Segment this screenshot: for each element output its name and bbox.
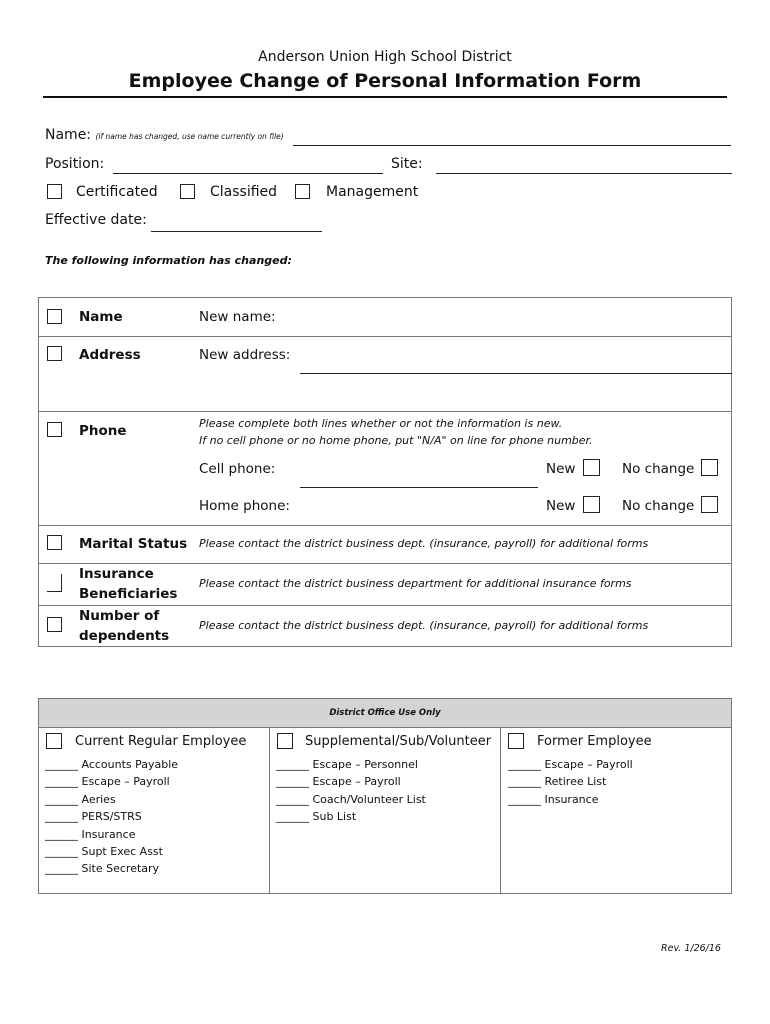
- list-item: ______ Sub List: [276, 810, 357, 824]
- list-item: ______ Escape – Payroll: [45, 775, 170, 789]
- insurance-label-line2: Beneficiaries: [79, 586, 178, 602]
- site-input[interactable]: [436, 173, 732, 174]
- new-address-input[interactable]: [300, 373, 732, 374]
- current-employee-heading: Current Regular Employee: [75, 734, 247, 749]
- insurance-checkbox[interactable]: [47, 574, 62, 592]
- list-item: ______ Supt Exec Asst: [45, 845, 163, 859]
- current-employee-checkbox[interactable]: [46, 733, 62, 749]
- certificated-label: Certificated: [76, 184, 158, 200]
- address-change-label: Address: [79, 347, 141, 363]
- marital-status-label: Marital Status: [79, 536, 188, 552]
- home-no-change-checkbox[interactable]: [701, 496, 718, 513]
- name-label: Name:: [45, 127, 92, 143]
- effective-date-label: Effective date:: [45, 212, 147, 228]
- home-phone-label: Home phone:: [199, 498, 290, 514]
- supplemental-list: [276, 756, 426, 826]
- home-new-label: New: [546, 498, 576, 514]
- home-phone-input[interactable]: [300, 496, 538, 516]
- supplemental-checkbox[interactable]: [277, 733, 293, 749]
- row-divider: [38, 411, 732, 412]
- home-no-change-label: No change: [622, 498, 695, 514]
- position-input[interactable]: [113, 173, 383, 174]
- title-divider: [43, 96, 727, 98]
- certificated-checkbox[interactable]: [47, 184, 62, 199]
- former-employee-checkbox[interactable]: [508, 733, 524, 749]
- former-employee-heading: Former Employee: [537, 734, 652, 749]
- name-row: [45, 127, 284, 143]
- list-item: ______ Accounts Payable: [45, 758, 179, 771]
- list-item: ______ Escape – Payroll: [508, 758, 633, 771]
- form-title: Employee Change of Personal Information Form: [128, 70, 642, 92]
- changes-heading: The following information has changed:: [45, 254, 292, 267]
- list-item: ______ Escape – Personnel: [276, 758, 418, 771]
- new-name-input[interactable]: [290, 310, 720, 328]
- name-note: (if name has changed, use name currently on file): [95, 132, 284, 141]
- dependents-checkbox[interactable]: [47, 617, 62, 632]
- list-item: ______ Site Secretary: [45, 862, 160, 876]
- revision-date: Rev. 1/26/16: [661, 943, 721, 954]
- dependents-label-line1: Number of: [79, 608, 160, 624]
- cell-phone-input[interactable]: [300, 487, 538, 488]
- name-change-checkbox[interactable]: [47, 309, 62, 324]
- phone-change-label: Phone: [79, 423, 127, 439]
- home-new-checkbox[interactable]: [583, 496, 600, 513]
- list-item: ______ PERS/STRS: [45, 810, 142, 824]
- list-item: ______ Coach/Volunteer List: [276, 792, 426, 806]
- name-input[interactable]: [293, 145, 731, 146]
- name-change-label: Name: [79, 309, 123, 325]
- row-divider: [38, 525, 732, 526]
- new-name-label: New name:: [199, 309, 276, 325]
- district-office-title: District Office Use Only: [329, 708, 441, 718]
- marital-status-checkbox[interactable]: [47, 535, 62, 550]
- current-employee-list: [45, 756, 178, 878]
- address-change-checkbox[interactable]: [47, 346, 62, 361]
- marital-status-note: Please contact the district business dept. (insurance, payroll) for additional forms: [199, 537, 649, 550]
- dependents-label-line2: dependents: [79, 628, 170, 644]
- list-item: ______ Insurance: [508, 792, 599, 806]
- insurance-note: Please contact the district business department for additional insurance forms: [199, 577, 632, 590]
- column-divider: [500, 727, 501, 894]
- cell-new-label: New: [546, 461, 576, 477]
- dependents-note: Please contact the district business dept. (insurance, payroll) for additional forms: [199, 619, 649, 632]
- phone-note-line2: If no cell phone or no home phone, put "N/A" on line for phone number.: [199, 434, 593, 447]
- site-label: Site:: [391, 156, 423, 172]
- column-divider: [269, 727, 270, 894]
- cell-no-change-label: No change: [622, 461, 695, 477]
- list-item: ______ Escape – Payroll: [276, 775, 401, 789]
- list-item: ______ Aeries: [45, 792, 116, 806]
- district-name: Anderson Union High School District: [258, 49, 512, 65]
- insurance-label-line1: Insurance: [79, 566, 154, 582]
- management-label: Management: [326, 184, 419, 200]
- former-employee-list: [508, 756, 633, 808]
- phone-change-checkbox[interactable]: [47, 422, 62, 437]
- phone-note-line1: Please complete both lines whether or not the information is new.: [199, 417, 563, 430]
- supplemental-heading: Supplemental/Sub/Volunteer: [305, 734, 492, 749]
- row-divider: [38, 336, 732, 337]
- effective-date-input[interactable]: [151, 231, 322, 232]
- classified-label: Classified: [210, 184, 278, 200]
- management-checkbox[interactable]: [295, 184, 310, 199]
- list-item: ______ Retiree List: [508, 775, 607, 789]
- position-label: Position:: [45, 156, 105, 172]
- new-address-label: New address:: [199, 347, 291, 363]
- list-item: ______ Insurance: [45, 827, 136, 841]
- cell-no-change-checkbox[interactable]: [701, 459, 718, 476]
- classified-checkbox[interactable]: [180, 184, 195, 199]
- cell-new-checkbox[interactable]: [583, 459, 600, 476]
- cell-phone-label: Cell phone:: [199, 461, 276, 477]
